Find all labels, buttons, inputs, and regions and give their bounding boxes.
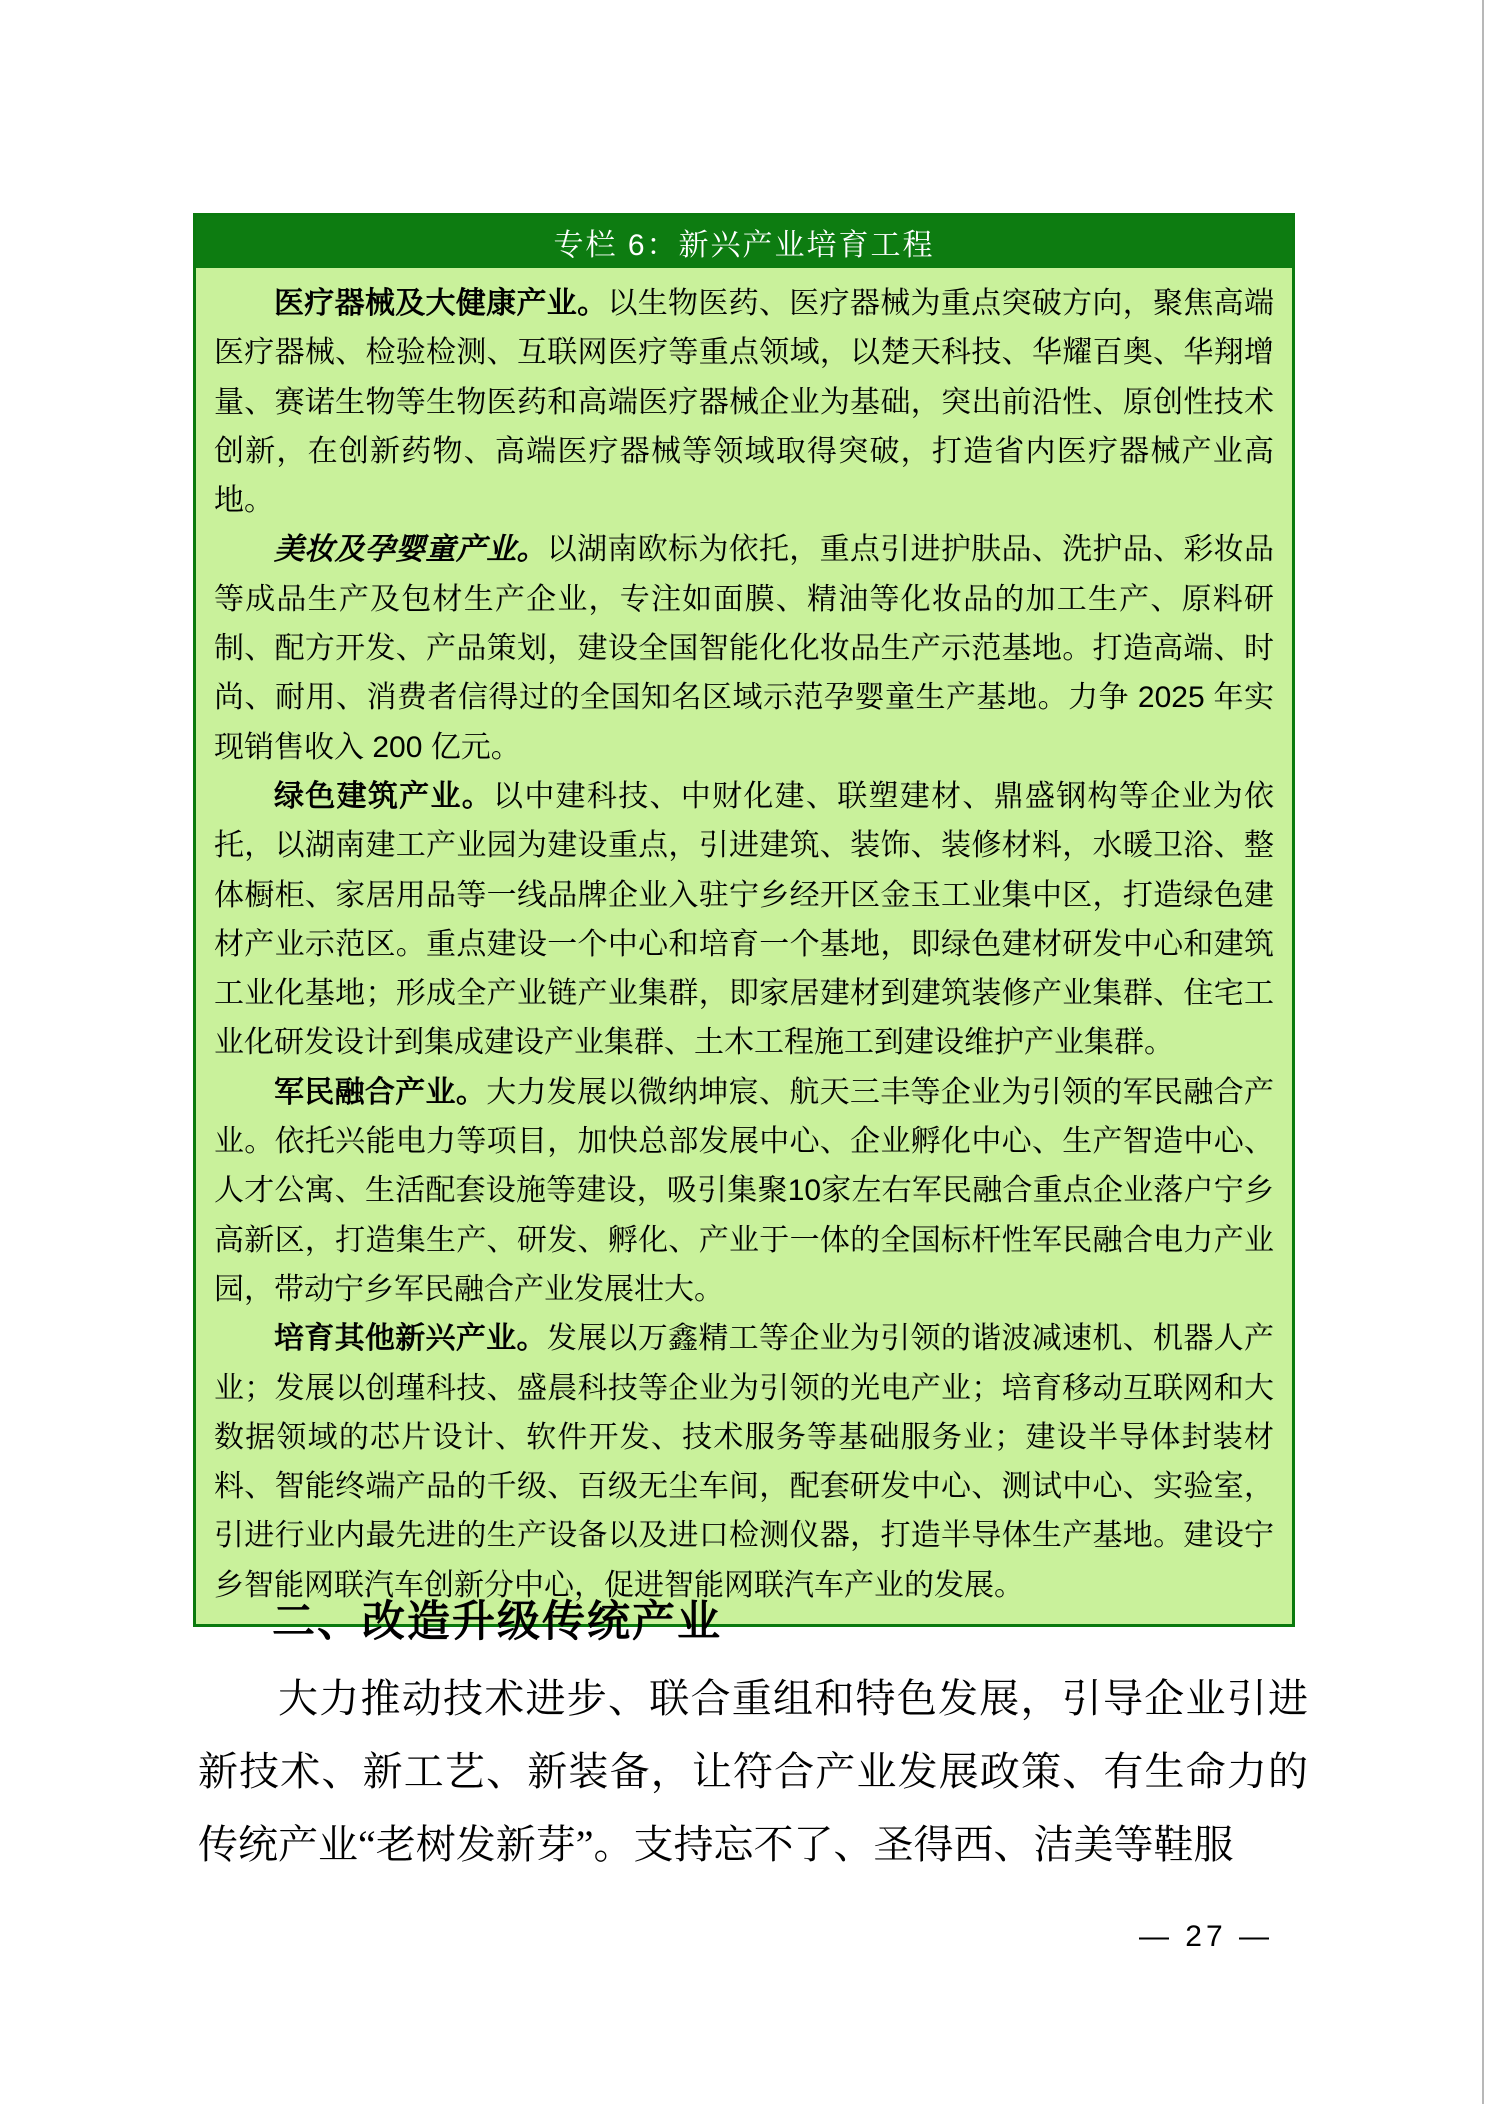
callout-header: [196, 216, 1292, 268]
paragraph-lead: 美妆及孕婴童产业。: [274, 533, 547, 567]
body-paragraph: 大力推动技术进步、联合重组和特色发展，引导企业引进新技术、新工艺、新装备，让符合产业发展政策、有生命力的传统产业“老树发新芽”。支持忘不了、圣得西、洁美等鞋服: [198, 1676, 1308, 1867]
paragraph-text: 以生物医药、医疗器械为重点突破方向，聚焦高端医疗器械、检验检测、互联网医疗等重点领域，以楚天科技、华耀百奥、华翔增量、赛诺生物等生物医药和高端医疗器械企业为基础，突出前沿性、原创性技术创新，在创新药物、高端医疗器械等领域取得突破，打造省内医疗器械产业高地。: [214, 287, 1274, 518]
section-heading: 二、改造升级传统产业: [272, 1598, 722, 1646]
paragraph-text: 发展以万鑫精工等企业为引领的谐波减速机、机器人产业；发展以创瑾科技、盛晨科技等企业为引领的光电产业；培育移动互联网和大数据领域的芯片设计、软件开发、技术服务等基础服务业；建设半导体封装材料、智能终端产品的千级、百级无尘车间，配套研发中心、测试中心、实验室，引进行业内最先进的生产设备以及进口检测仪器，打造半导体生产基地。建设宁乡智能网联汽车创新分中心，促进智能网联汽车产业的发展。: [214, 1322, 1274, 1602]
callout-box: [193, 213, 1295, 1627]
paragraph-lead: 军民融合产业。: [274, 1075, 487, 1109]
paragraph-text: 以中建科技、中财化建、联塑建材、鼎盛钢构等企业为依托，以湖南建工产业园为建设重点，引进建筑、装饰、装修材料，水暖卫浴、整体橱柜、家居用品等一线品牌企业入驻宁乡经开区金玉工业集中区，打造绿色建材产业示范区。重点建设一个中心和培育一个基地，即绿色建材研发中心和建筑工业化基地；形成全产业链产业集群，即家居建材到建筑装修产业集群、住宅工业化研发设计到集成建设产业集群、土木工程施工到建设维护产业集群。: [214, 779, 1275, 1060]
callout-paragraph: [214, 1314, 1274, 1610]
callout-title: 专栏 6：新兴产业培育工程: [553, 229, 935, 262]
paragraph-text: 大力发展以微纳坤宸、航天三丰等企业为引领的军民融合产业。依托兴能电力等项目，加快总部发展中心、企业孵化中心、生产智造中心、人才公寓、生活配套设施等建设，吸引集聚10家左右军民融合重点企业落户宁乡高新区，打造集生产、研发、孵化、产业于一体的全国标杆性军民融合电力产业园，带动宁乡军民融合产业发展壮大。: [214, 1075, 1274, 1306]
callout-paragraph: [214, 279, 1274, 525]
callout-paragraph: [214, 525, 1274, 771]
paragraph-lead: 医疗器械及大健康产业。: [274, 287, 608, 320]
callout-paragraph: [214, 1068, 1274, 1314]
page-right-edge: [1482, 0, 1484, 2104]
paragraph-lead: 培育其他新兴产业。: [274, 1322, 547, 1356]
page-number: — 27 —: [1138, 1920, 1273, 1953]
paragraph-text: 以湖南欧标为依托，重点引进护肤品、洗护品、彩妆品等成品生产及包材生产企业，专注如面膜、精油等化妆品的加工生产、原料研制、配方开发、产品策划，建设全国智能化化妆品生产示范基地。打造高端、时尚、耐用、消费者信得过的全国知名区域示范孕婴童生产基地。力争 2025 年实现销售收入 200 亿元。: [214, 533, 1274, 764]
callout-body: [196, 268, 1292, 1624]
callout-paragraph: [214, 772, 1274, 1068]
paragraph-lead: 绿色建筑产业。: [274, 779, 494, 813]
